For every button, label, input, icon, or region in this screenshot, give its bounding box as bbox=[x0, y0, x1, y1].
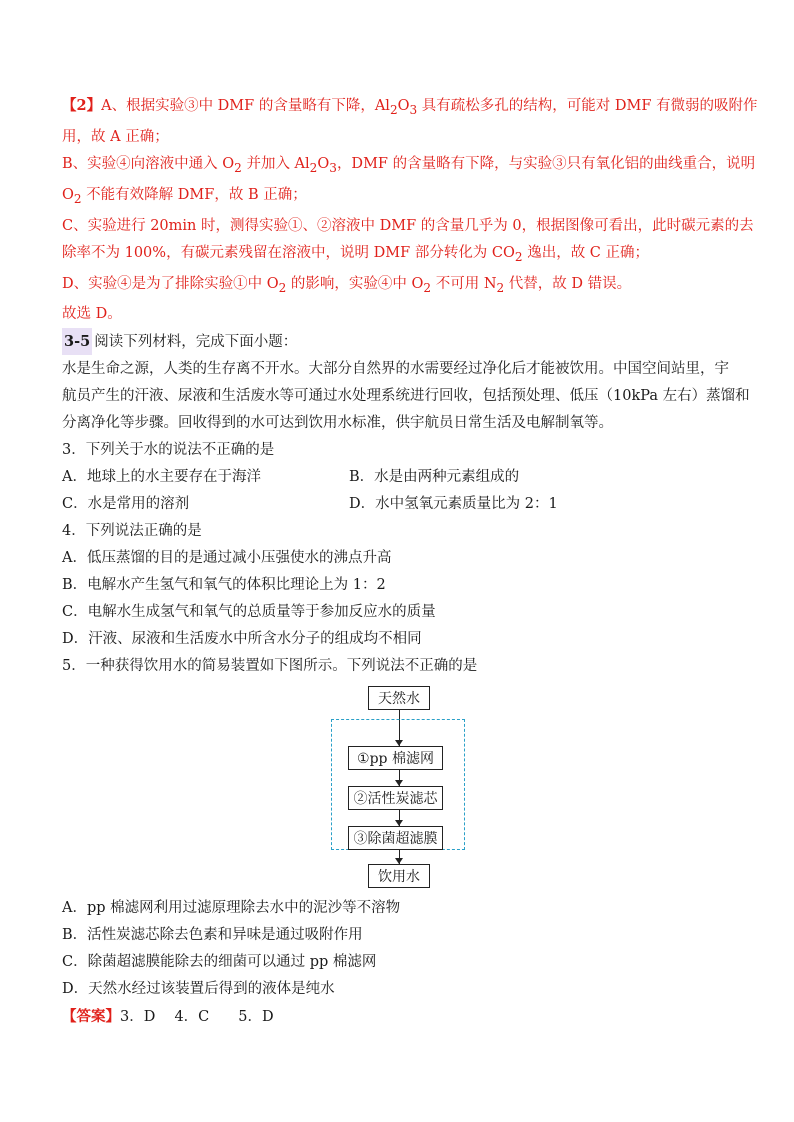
q4-option-b: B．电解水产生氢气和氧气的体积比理论上为 1：2 bbox=[62, 577, 386, 594]
q3-option-a: A．地球上的水主要存在于海洋 bbox=[62, 469, 261, 486]
section-intro: 阅读下列材料，完成下面小题： bbox=[94, 334, 298, 351]
explanation-line-7: D、实验④是为了排除实验①中 $O_2$ 的影响，实验④中 $O_2$ 不可用 $N_2$ 代替，故 D 错误。 bbox=[62, 275, 632, 295]
explanation-conclusion: 故选 D。 bbox=[62, 306, 122, 323]
diagram-step-ultrafiltration: ③除菌超滤膜 bbox=[348, 826, 443, 850]
q4-option-a: A．低压蒸馏的目的是通过减小压强使水的沸点升高 bbox=[62, 550, 392, 567]
explanation-line-1: 【2】A、根据实验③中 DMF 的含量略有下降，$Al_2O_3$ 具有疏松多孔的结构，可能对 DMF 有微弱的吸附作 bbox=[62, 97, 758, 117]
q4-option-c: C．电解水生成氢气和氧气的总质量等于参加反应水的质量 bbox=[62, 604, 436, 621]
explanation-line-4: $O_2$ 不能有效降解 DMF，故 B 正确； bbox=[62, 186, 307, 206]
q3-option-d: D．水中氢氧元素质量比为 2：1 bbox=[349, 496, 558, 513]
q3-option-b: B．水是由两种元素组成的 bbox=[349, 469, 520, 486]
q5-option-a: A．pp 棉滤网利用过滤原理除去水中的泥沙等不溶物 bbox=[62, 900, 401, 917]
q3-options-row-2 bbox=[62, 491, 742, 518]
filter-diagram bbox=[0, 680, 794, 895]
document-page bbox=[62, 92, 758, 1031]
explanation-tag: 【2】 bbox=[62, 97, 102, 114]
section-label: 3-5 bbox=[62, 328, 92, 355]
answer-tag: 【答案】 bbox=[62, 1008, 120, 1026]
explanation-line-6: 除率不为 100%，有碳元素残留在溶液中，说明 DMF 部分转化为 $CO_2$ 逸出，故 C 正确； bbox=[62, 244, 650, 264]
explanation-line-5: C、实验进行 20min 时，测得实验①、②溶液中 DMF 的含量几乎为 0，根据图像可看出，此时碳元素的去 bbox=[62, 217, 754, 234]
material-line-1: 水是生命之源，人类的生存离不开水。大部分自然界的水需要经过净化后才能被饮用。中国空间站里，宇 bbox=[62, 361, 729, 378]
answer-text: 3．D 4．C 5．D bbox=[120, 1009, 274, 1026]
q3-option-c: C．水是常用的溶剂 bbox=[62, 496, 190, 513]
q5-stem: 5．一种获得饮用水的简易装置如下图所示。下列说法不正确的是 bbox=[62, 658, 478, 675]
q4-stem: 4．下列说法正确的是 bbox=[62, 523, 202, 540]
answer-line bbox=[62, 1003, 742, 1031]
diagram-step-pp-filter: ①pp 棉滤网 bbox=[348, 746, 443, 770]
q5-option-d: D．天然水经过该装置后得到的液体是纯水 bbox=[62, 981, 335, 998]
section-header bbox=[62, 328, 742, 356]
diagram-step-carbon-filter: ②活性炭滤芯 bbox=[348, 786, 443, 810]
material-line-3: 分离净化等步骤。回收得到的水可达到饮用水标准，供宇航员日常生活及电解制氧等。 bbox=[62, 415, 613, 432]
material-line-2: 航员产生的汗液、尿液和生活废水等可通过水处理系统进行回收，包括预处理、低压（10kPa 左右）蒸馏和 bbox=[62, 388, 750, 405]
q3-stem: 3．下列关于水的说法不正确的是 bbox=[62, 442, 275, 459]
explanation-line-3: B、实验④向溶液中通入 $O_2$ 并加入 $Al_2O_3$，DMF 的含量略有下降，与实验③只有氧化铝的曲线重合，说明 bbox=[62, 155, 756, 175]
diagram-natural-water: 天然水 bbox=[368, 686, 430, 710]
q3-options-row-1 bbox=[62, 464, 742, 491]
explanation-line-2: 用，故 A 正确； bbox=[62, 128, 169, 145]
q5-option-c: C．除菌超滤膜能除去的细菌可以通过 pp 棉滤网 bbox=[62, 954, 377, 971]
q4-option-d: D．汗液、尿液和生活废水中所含水分子的组成均不相同 bbox=[62, 631, 422, 648]
q5-option-b: B．活性炭滤芯除去色素和异味是通过吸附作用 bbox=[62, 927, 363, 944]
diagram-drinking-water: 饮用水 bbox=[368, 864, 430, 888]
